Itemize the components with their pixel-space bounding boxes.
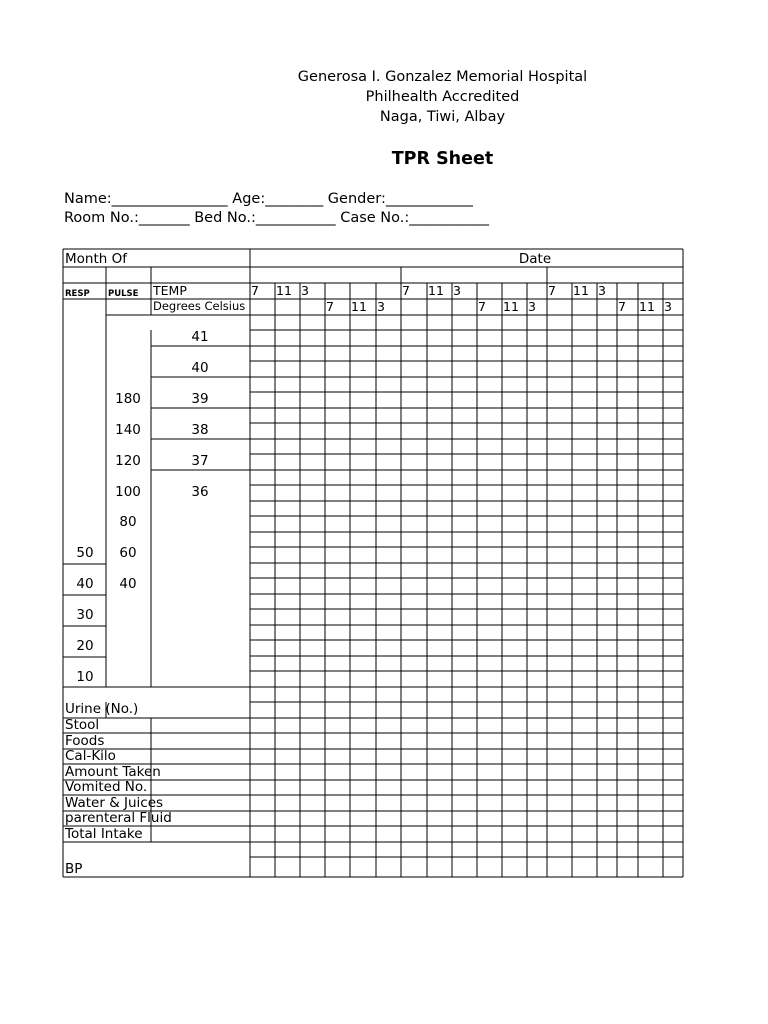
bp-label: BP	[65, 861, 83, 877]
shift-time-label: 7	[251, 283, 259, 298]
shift-time-label: 11	[428, 283, 444, 298]
resp-scale-value: 20	[76, 638, 94, 654]
intake-row-label: Water & Juices	[65, 795, 164, 811]
shift-time-label: 11	[276, 283, 292, 298]
shift-time-label: 3	[598, 283, 606, 298]
shift-time-label: 11	[503, 299, 519, 314]
accreditation-line: Philhealth Accredited	[365, 89, 520, 105]
temp-scale-value: 38	[191, 422, 209, 438]
temp-scale-value: 40	[191, 360, 209, 376]
intake-row-label: Amount Taken	[65, 764, 161, 780]
temp-scale-value: 36	[191, 484, 209, 500]
shift-time-label: 11	[351, 299, 367, 314]
shift-time-label: 3	[453, 283, 461, 298]
pulse-scale-value: 40	[119, 576, 137, 592]
resp-scale-value: 30	[76, 607, 94, 623]
shift-time-label: 3	[301, 283, 309, 298]
intake-row-label: Foods	[65, 733, 105, 749]
pulse-scale-value: 60	[119, 545, 137, 561]
page-title: TPR Sheet	[391, 149, 494, 169]
month-of-label: Month Of	[65, 251, 127, 267]
degrees-celsius-label: Degrees Celsius	[153, 299, 246, 313]
shift-time-label: 7	[402, 283, 410, 298]
intake-row-label: parenteral Fluid	[65, 810, 172, 826]
shift-time-label: 7	[326, 299, 334, 314]
shift-time-label: 3	[377, 299, 385, 314]
hospital-location: Naga, Tiwi, Albay	[379, 109, 506, 125]
pulse-scale-value: 100	[115, 484, 141, 500]
resp-scale-value: 40	[76, 576, 94, 592]
temp-label: TEMP	[153, 283, 187, 298]
hospital-name: Generosa I. Gonzalez Memorial Hospital	[297, 69, 588, 85]
intake-row-label: Total Intake	[65, 826, 143, 842]
resp-label: RESP	[65, 289, 90, 299]
patient-info-line-1[interactable]: Name:________________ Age:________ Gender:____________	[64, 191, 473, 207]
pulse-scale-value: 180	[115, 391, 141, 407]
intake-row-label: Vomited No.	[65, 779, 148, 795]
shift-time-label: 11	[639, 299, 655, 314]
intake-row-label: Cal-Kilo	[65, 748, 116, 764]
shift-time-label: 7	[548, 283, 556, 298]
pulse-scale-value: 80	[119, 514, 137, 530]
date-label: Date	[518, 251, 552, 267]
pulse-scale-value: 140	[115, 422, 141, 438]
pulse-scale-value: 120	[115, 453, 141, 469]
shift-time-label: 3	[664, 299, 672, 314]
shift-time-label: 7	[478, 299, 486, 314]
shift-time-label: 3	[528, 299, 536, 314]
pulse-label: PULSE	[108, 289, 139, 299]
patient-info-line-2[interactable]: Room No.:_______ Bed No.:___________ Case No.:___________	[64, 210, 490, 226]
temp-scale-value: 41	[191, 329, 209, 345]
resp-scale-value: 10	[76, 669, 94, 685]
shift-time-label: 11	[573, 283, 589, 298]
intake-row-label: Urine (No.)	[65, 701, 139, 717]
intake-row-label: Stool	[65, 717, 100, 733]
shift-time-label: 7	[618, 299, 626, 314]
temp-scale-value: 37	[191, 453, 209, 469]
resp-scale-value: 50	[76, 545, 94, 561]
temp-scale-value: 39	[191, 391, 209, 407]
